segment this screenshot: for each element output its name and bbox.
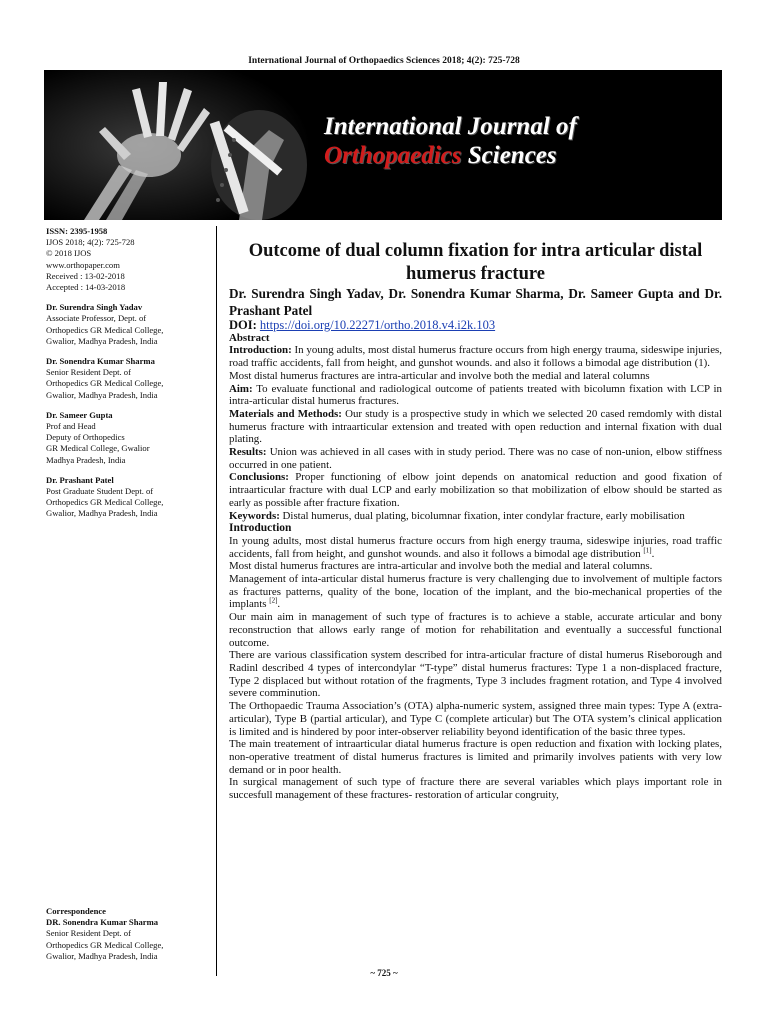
affiliation-line: Gwalior, Madhya Pradesh, India (46, 389, 158, 400)
affiliation-line: Orthopedics GR Medical College, (46, 324, 164, 335)
author-affiliation (46, 410, 214, 466)
abstract-results: Results: Union was achieved in all cases with in study period. There was no case of non-union, elbow stiffness occurred in one patient. (229, 446, 722, 471)
intro-paragraph: In young adults, most distal humerus fracture occurs from high energy trauma, sideswipe injuries, road traffic accidents, fall from height, and gunshot wounds. and also it follows a bimodal age distribution [1]. (229, 534, 722, 560)
banner-title-rest: Sciences (461, 142, 557, 169)
banner-title-red: Orthopaedics (324, 142, 462, 169)
journal-banner (44, 70, 722, 220)
copyright: © 2018 IJOS (46, 248, 92, 259)
issn: ISSN: 2395-1958 (46, 226, 108, 236)
correspondence-name: DR. Sonendra Kumar Sharma (46, 917, 159, 928)
abstract-introduction-2: Most distal humerus fractures are intra-articular and involve both the medial and lateral columns (229, 369, 650, 382)
intro-paragraph: Our main aim in management of such type of fractures is to achieve a stable, accurate articular and bony reconstruction that allows early range of motion for rehabilitation and eventually a successful functional outcome. (229, 611, 722, 649)
correspondence-line: Gwalior, Madhya Pradesh, India (46, 950, 158, 961)
affiliation-line: Deputy of Orthopedics (46, 432, 125, 443)
correspondence-line: Senior Resident Dept. of (46, 928, 131, 939)
affiliation-line: Orthopedics GR Medical College, (46, 378, 164, 389)
author-name: Dr. Sonendra Kumar Sharma (46, 356, 155, 367)
website-link[interactable]: www.orthopaper.com (46, 259, 120, 270)
received-date: Received : 13-02-2018 (46, 270, 125, 281)
intro-paragraph: Most distal humerus fractures are intra-articular and involve both the medial and lateral columns. (229, 560, 653, 573)
article-main (229, 240, 722, 802)
abstract-introduction: Introduction: In young adults, most distal humerus fracture occurs from high energy trauma, sideswipe injuries, road traffic accidents, fall from height, and gunshot wounds. and also it follows a bimodal age distribution (1). (229, 344, 722, 370)
affiliation-line: Gwalior, Madhya Pradesh, India (46, 508, 158, 519)
banner-title-line1: International Journal of (324, 113, 577, 140)
author-name: Dr. Prashant Patel (46, 474, 114, 485)
page-number: ~ 725 ~ (370, 968, 398, 978)
intro-paragraph: The main treatement of intraarticular diatal humerus fracture is open reduction and fixation with locking plates, non-operative treatment of distal humerus fractures is limited and primarily involves patients with very low demand or in poor health. (229, 738, 722, 776)
author-name: Dr. Surendra Singh Yadav (46, 302, 143, 313)
author-affiliation (46, 302, 214, 347)
intro-paragraph: The Orthopaedic Trauma Association’s (OTA) alpha-numeric system, assigned three main types: Type A (extra-articular), Type B (partial articular), and Type C (complete articular) but The OTA system’s clinical application is limited and is hindered by poor inter-observer reliability beyond identification of the basic three types. (229, 700, 722, 738)
accepted-date: Accepted : 14-03-2018 (46, 282, 126, 293)
doi-label: DOI: (229, 318, 257, 332)
xray-hand-image (44, 70, 324, 220)
affiliation-line: Associate Professor, Dept. of (46, 313, 147, 324)
affiliation-line: Prof and Head (46, 421, 96, 432)
column-divider (216, 226, 217, 976)
abstract-aim: Aim: To evaluate functional and radiological outcome of patients treated with bicolumn fixation with LCP in intra-articular distal humerus fractures. (229, 382, 722, 408)
affiliation-line: Gwalior, Madhya Pradesh, India (46, 335, 158, 346)
sidebar-info (46, 226, 214, 529)
correspondence-line: Orthopedics GR Medical College, (46, 939, 164, 950)
doi (229, 319, 722, 332)
ijos-citation: IJOS 2018; 4(2): 725-728 (46, 237, 135, 248)
intro-paragraph: In surgical management of such type of fracture there are several variables which plays important role in succesfull management of these fractures- restoration of articular congruity, (229, 776, 722, 802)
affiliation-line: Senior Resident Dept. of (46, 367, 131, 378)
keywords: Keywords: Distal humerus, dual plating, bicolumnar fixation, inter condylar fracture, early mobilisation (229, 509, 685, 522)
author-affiliation (46, 475, 214, 520)
abstract-methods: Materials and Methods: Our study is a prospective study in which we selected 20 cased remdomly with distal humerus fracture with intraarticular extension and treated with open reduction and internal fixation with dual plating. (229, 407, 722, 446)
article-authors: Dr. Surendra Singh Yadav, Dr. Sonendra Kumar Sharma, Dr. Sameer Gupta and Dr. Prashant Patel (229, 286, 722, 318)
journal-banner-title (324, 112, 714, 170)
author-name: Dr. Sameer Gupta (46, 409, 113, 420)
correspondence (46, 906, 214, 962)
affiliation-line: Orthopedics GR Medical College, (46, 497, 164, 508)
intro-paragraph: There are various classification system described for intra-articular fracture of distal humerus Riseborough and Radinl described 4 types of intercondylar “T-type” distal humerus fractures: Type 1 a non-displaced fracture, Type 2 displaced but without rotation of the fragments, Type 3 includes fragment rotation, and Type 4 involved severe comminution. (229, 649, 722, 700)
article-title: Outcome of dual column fixation for intra articular distal humerus fracture (248, 241, 703, 284)
introduction-heading: Introduction (229, 522, 292, 535)
correspondence-label: Correspondence (46, 906, 106, 916)
author-affiliation (46, 356, 214, 401)
affiliation-line: Madhya Pradesh, India (46, 454, 126, 465)
abstract-heading: Abstract (229, 331, 270, 344)
affiliation-line: GR Medical College, Gwalior (46, 443, 150, 454)
abstract-conclusions: Conclusions: Proper functioning of elbow joint depends on anatomical reduction and good fixation of intraarticular fracture with dual LCP and early mobilization so that mobilization of elbow should be started as early as possible after fracture fixation. (229, 471, 722, 509)
intro-paragraph: Management of inta-articular distal humerus fracture is very challenging due to involvement of multiple factors as fractures patterns, quality of the bone, location of the implant, and the bio-mechanical properties of the implants [2]. (229, 573, 722, 611)
affiliation-line: Post Graduate Student Dept. of (46, 486, 154, 497)
running-head: International Journal of Orthopaedics Sciences 2018; 4(2): 725-728 (248, 56, 520, 66)
doi-link[interactable]: https://doi.org/10.22271/ortho.2018.v4.i2k.103 (259, 318, 496, 332)
